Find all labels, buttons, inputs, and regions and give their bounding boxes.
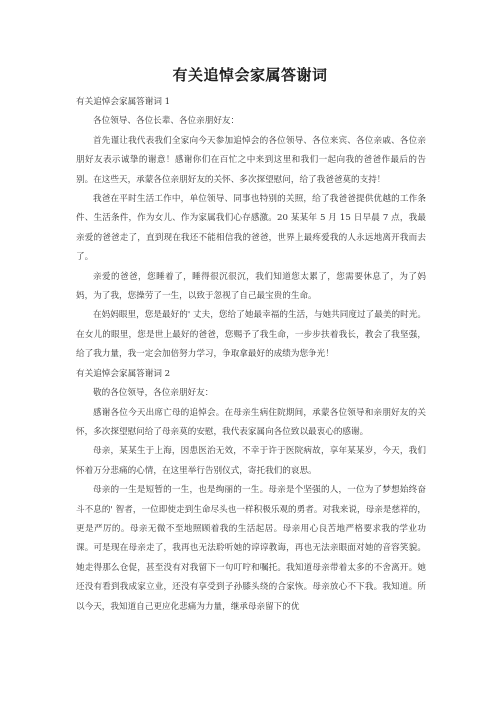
body-paragraph: 在妈妈眼里，您是最好的' 丈夫，您给了她最幸福的生活，与她共同度过了最美的时光。在女儿的眼里，您是世上最好的爸爸，您赐予了我生命，一步步扶着我长，教会了我坚强，给了我力量，我一定会加倍努力学习，争取拿最好的成绩为您争光！ <box>76 310 426 360</box>
body-paragraph: 母亲，某某生于上海，因患医治无效，不幸于许于医院病故，享年某某岁，今天，我们怀着万分悲痛的心情，在这里举行告别仪式，寄托我们的哀思。 <box>76 446 426 476</box>
section-heading: 有关追悼会家属答谢词 1 <box>76 97 171 107</box>
document-title: 有关追悼会家属答谢词 <box>172 66 328 84</box>
document-body <box>76 93 426 617</box>
salutation: 敬的各位领导，各位亲朋好友： <box>93 388 214 399</box>
body-paragraph: 母亲的一生是短暂的一生，也是绚丽的一生。母亲是个坚强的人，一位为了梦想始终奋斗不息的' 智者，一位即使走到生命尽头也一样积极乐观的勇者。对我来说，母亲是慈祥的，更是严厉的。母亲无微不至地照顾着我的生活起居。母亲用心良苦地严格要求我的学业功课。可是现在母亲走了，我再也无法聆听她的谆谆教诲，再也无法亲眼面对她的音容笑貌。她走得那么仓促，甚至没有对我留下一句叮咛和嘱托。我知道母亲带着太多的不舍离开。她还没有看到我成家立业，还没有享受到子孙膝头绕的合家恢。母亲放心不下我。我知道。所以今天，我知道自己更应化悲痛为力量，继承母亲留下的优 <box>76 485 426 612</box>
body-paragraph: 感谢各位今天出席亡母的追悼会。在母亲生病住院期间，承蒙各位领导和亲朋好友的关怀，多次探望慰问给了母亲莫的安慰，我代表家属向各位致以最衷心的感谢。 <box>76 407 426 437</box>
section-heading: 有关追悼会家属答谢词 2 <box>76 368 171 379</box>
salutation: 各位领导、各位长辈、各位亲朋好友： <box>93 116 240 127</box>
body-paragraph: 我爸在平时生活工作中，单位领导、同事也特别的关照，给了我爸爸提供优越的工作条件、生活条件，作为女儿、作为家属我们心存感激。20 某某年 5 月 15 日早晨 7 点，我最亲爱的爸爸走了，直到现在我还不能相信我的爸爸，世界上最疼爱我的人永远地离开我而去了。 <box>76 194 426 263</box>
body-paragraph: 亲爱的爸爸，您睡着了，睡得很沉很沉，我们知道您太累了，您需要休息了，为了妈妈，为了我，您操劳了一生，以致于忽视了自己最宝贵的生命。 <box>76 271 426 302</box>
body-paragraph: 首先谨让我代表我们全家向今天参加追悼会的各位领导、各位来宾、各位亲戚、各位亲朋好友表示诚挚的谢意！感谢你们在百忙之中来到这里和我们一起向我的爸爸作最后的告别。在这些天，承蒙各位亲朋好友的关怀、多次探望慰问，给了我爸爸莫的支持！ <box>76 135 426 185</box>
